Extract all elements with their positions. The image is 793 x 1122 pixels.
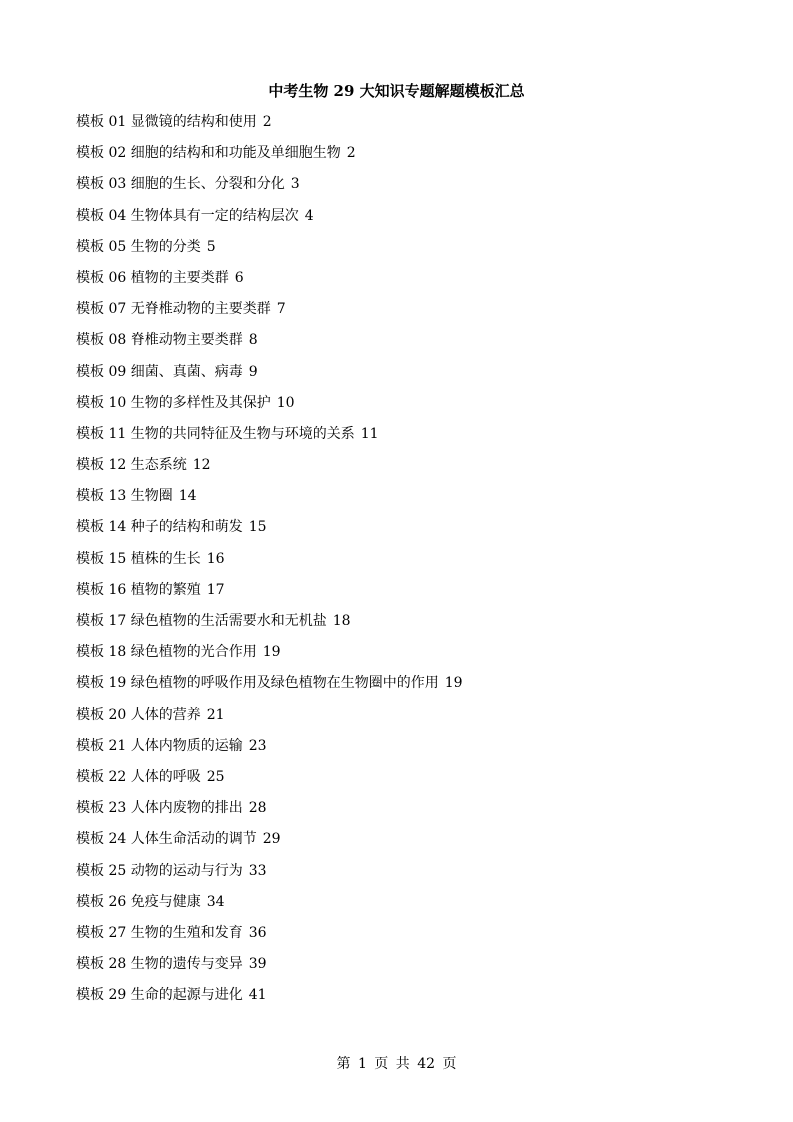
toc-entry-label: 模板 22 人体的呼吸	[76, 768, 201, 785]
toc-entry[interactable]	[76, 111, 776, 142]
toc-entry-page-number: 28	[248, 800, 267, 817]
toc-entry-page-number: 7	[276, 301, 286, 318]
toc-entry-page-number: 17	[206, 581, 225, 598]
toc-entry-label: 模板 04 生物体具有一定的结构层次	[76, 207, 299, 224]
toc-entry[interactable]	[76, 891, 776, 922]
toc-entry[interactable]	[76, 922, 776, 953]
toc-entry[interactable]	[76, 735, 776, 766]
toc-entry-page-number: 33	[248, 862, 267, 879]
toc-entry-label: 模板 23 人体内废物的排出	[76, 800, 243, 817]
toc-entry-page-number: 4	[304, 207, 314, 224]
toc-entry-label: 模板 26 免疫与健康	[76, 893, 201, 910]
toc-entry-page-number: 14	[178, 488, 197, 505]
toc-entry-page-number: 9	[248, 363, 258, 380]
toc-entry[interactable]	[76, 173, 776, 204]
toc-entry-page-number: 41	[248, 987, 267, 1004]
toc-entry-label: 模板 16 植物的繁殖	[76, 581, 201, 598]
toc-entry-label: 模板 12 生态系统	[76, 457, 187, 474]
toc-entry-page-number: 5	[206, 238, 216, 255]
toc-entry-page-number: 25	[206, 768, 225, 785]
toc-entry-page-number: 2	[262, 114, 272, 130]
toc-entry-label: 模板 03 细胞的生长、分裂和分化	[76, 176, 285, 193]
toc-entry[interactable]	[76, 205, 776, 236]
toc-entry-label: 模板 15 植株的生长	[76, 550, 201, 567]
toc-entry-label: 模板 13 生物圈	[76, 488, 173, 505]
toc-entry-label: 模板 17 绿色植物的生活需要水和无机盐	[76, 613, 327, 629]
toc-entry[interactable]	[76, 392, 776, 423]
toc-entry-label: 模板 24 人体生命活动的调节	[76, 831, 257, 848]
toc-entry-label: 模板 21 人体内物质的运输	[76, 737, 243, 754]
toc-entry-page-number: 3	[290, 176, 300, 193]
toc-entry-page-number: 19	[262, 644, 281, 661]
toc-entry[interactable]	[76, 766, 776, 797]
toc-entry-label: 模板 08 脊椎动物主要类群	[76, 332, 243, 349]
toc-entry-label: 模板 27 生物的生殖和发育	[76, 924, 243, 941]
toc-entry[interactable]	[76, 142, 776, 173]
toc-entry[interactable]	[76, 984, 776, 1015]
toc-entry[interactable]	[76, 454, 776, 485]
toc-entry-label: 模板 19 绿色植物的呼吸作用及绿色植物在生物圈中的作用	[76, 675, 439, 692]
toc-entry-label: 模板 01 显微镜的结构和使用	[76, 114, 257, 130]
toc-entry-label: 模板 05 生物的分类	[76, 238, 201, 255]
toc-entry-page-number: 2	[346, 145, 356, 162]
toc-entry-label: 模板 10 生物的多样性及其保护	[76, 394, 271, 411]
toc-entry[interactable]	[76, 704, 776, 735]
toc-entry[interactable]	[76, 485, 776, 516]
toc-entry[interactable]	[76, 828, 776, 859]
toc-entry[interactable]	[76, 236, 776, 267]
toc-entry-label: 模板 14 种子的结构和萌发	[76, 519, 243, 536]
toc-entry-page-number: 10	[276, 394, 295, 411]
toc-entry-label: 模板 20 人体的营养	[76, 706, 201, 723]
toc-entry-page-number: 16	[206, 550, 225, 567]
toc-entry-label: 模板 25 动物的运动与行为	[76, 862, 243, 879]
toc-entry[interactable]	[76, 423, 776, 454]
toc-entry[interactable]	[76, 672, 776, 703]
toc-entry[interactable]	[76, 641, 776, 672]
toc-entry-page-number: 36	[248, 924, 267, 941]
toc-entry[interactable]	[76, 860, 776, 891]
toc-entry[interactable]	[76, 516, 776, 547]
toc-entry[interactable]	[76, 361, 776, 392]
toc-entry[interactable]	[76, 329, 776, 360]
toc-entry-page-number: 39	[248, 956, 267, 973]
toc-entry-page-number: 19	[444, 675, 463, 692]
page-footer: 第 1 页 共 42 页	[336, 1056, 457, 1072]
toc-entry-label: 模板 18 绿色植物的光合作用	[76, 644, 257, 661]
toc-entry-page-number: 34	[206, 893, 225, 910]
toc-entry-page-number: 21	[206, 706, 225, 723]
toc-entry-page-number: 11	[360, 425, 379, 442]
toc-entry[interactable]	[76, 298, 776, 329]
toc-entry-page-number: 8	[248, 332, 258, 349]
table-of-contents	[76, 111, 776, 1015]
toc-entry-label: 模板 11 生物的共同特征及生物与环境的关系	[76, 425, 355, 442]
toc-entry-page-number: 23	[248, 737, 267, 754]
toc-entry[interactable]	[76, 548, 776, 579]
toc-entry-label: 模板 28 生物的遗传与变异	[76, 956, 243, 973]
toc-entry[interactable]	[76, 610, 776, 641]
toc-entry-page-number: 29	[262, 831, 281, 848]
toc-entry[interactable]	[76, 797, 776, 828]
toc-entry[interactable]	[76, 267, 776, 298]
document-title: 中考生物 29 大知识专题解题模板汇总	[268, 82, 525, 100]
toc-entry[interactable]	[76, 953, 776, 984]
toc-entry-page-number: 12	[192, 457, 211, 474]
toc-entry-label: 模板 29 生命的起源与进化	[76, 987, 243, 1004]
toc-entry-label: 模板 07 无脊椎动物的主要类群	[76, 301, 271, 318]
toc-entry[interactable]	[76, 579, 776, 610]
toc-entry-page-number: 18	[332, 613, 351, 629]
toc-entry-page-number: 15	[248, 519, 267, 536]
toc-entry-label: 模板 02 细胞的结构和和功能及单细胞生物	[76, 145, 341, 162]
toc-entry-label: 模板 06 植物的主要类群	[76, 269, 229, 286]
toc-entry-page-number: 6	[234, 269, 244, 286]
toc-entry-label: 模板 09 细菌、真菌、病毒	[76, 363, 243, 380]
